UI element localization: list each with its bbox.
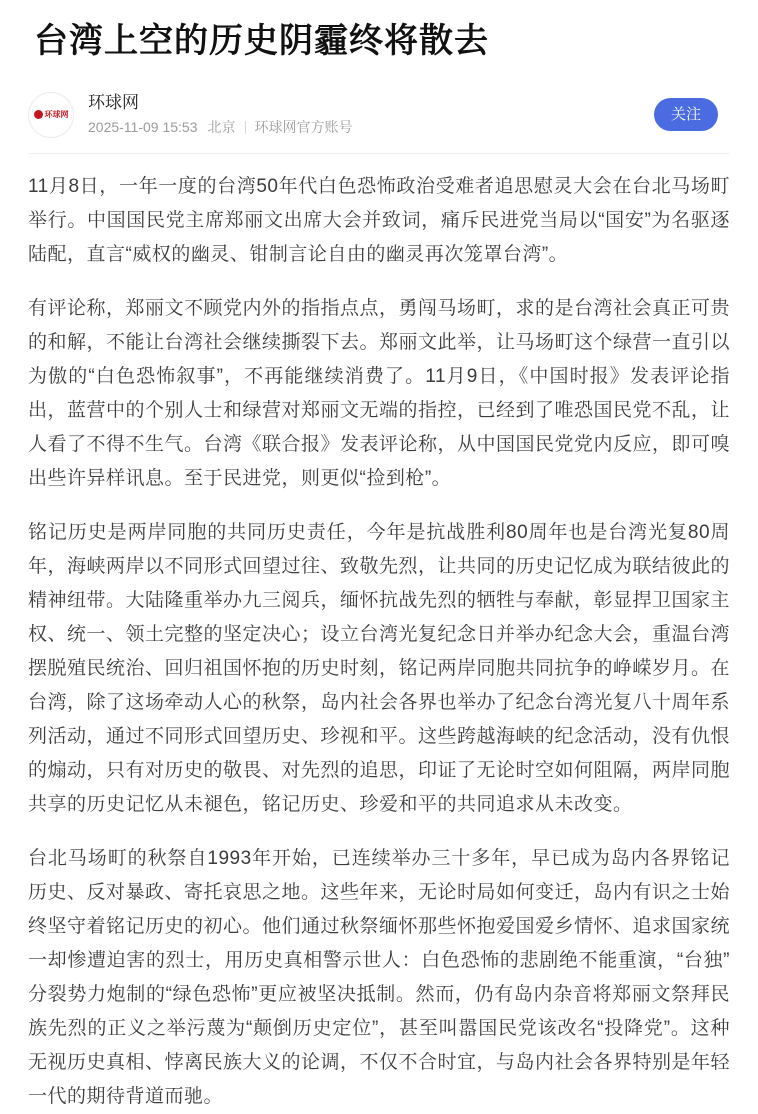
paragraph-2: 有评论称，郑丽文不顾党内外的指指点点，勇闯马场町，求的是台湾社会真正可贵的和解，不能让台湾社会继续撕裂下去。郑丽文此举，让马场町这个绿营一直引以为傲的“白色恐怖叙事”，不再能继续消费了。11月9日，《中国时报》发表评论指出，蓝营中的个别人士和绿营对郑丽文无端的指控，已经到了唯恐国民党不乱，让人看了不得不生气。台湾《联合报》发表评论称，从中国国民党党内反应，即可嗅出些许异样讯息。至于民进党，则更似“捡到枪”。 [28,297,731,489]
account-badge: 环球网官方账号 [254,119,353,136]
huanqiu-logo-icon [34,110,43,119]
page-title: 台湾上空的历史阴霾终将散去 [34,22,489,60]
author-row [28,92,730,138]
timestamp: 2025-11-09 15:53 [88,119,198,136]
avatar-logo-text: 环球网 [44,110,69,120]
follow-button[interactable]: 关注 [654,98,718,131]
meta-separator [245,121,246,134]
author-name[interactable]: 环球网 [88,92,139,112]
post-meta [88,119,353,136]
paragraph-4: 台北马场町的秋祭自1993年开始，已连续举办三十多年，早已成为岛内各界铭记历史、反对暴政、寄托哀思之地。这些年来，无论时局如何变迁，岛内有识之士始终坚守着铭记历史的初心。他们通过秋祭缅怀那些怀抱爱国爱乡情怀、追求国家统一却惨遭迫害的烈士，用历史真相警示世人：白色恐怖的悲剧绝不能重演，“台独”分裂势力炮制的“绿色恐怖”更应被坚决抵制。然而，仍有岛内杂音将郑丽文祭拜民族先烈的正义之举污蔑为“颠倒历史定位”，甚至叫嚣国民党该改名“投降党”。这种无视历史真相、悖离民族大义的论调，不仅不合时宜，与岛内社会各界特别是年轻一代的期待背道而驰。 [28,847,731,1107]
location: 北京 [207,119,236,136]
article-page [0,20,758,1114]
avatar[interactable] [28,92,74,138]
author-meta [88,93,353,136]
article-body [28,170,730,1114]
paragraph-1: 11月8日，一年一度的台湾50年代白色恐怖政治受难者追思慰灵大会在台北马场町举行。中国国民党主席郑丽文出席大会并致词，痛斥民进党当局以“国安”为名驱逐陆配，直言“威权的幽灵、钳制言论自由的幽灵再次笼罩台湾”。 [28,175,730,265]
paragraph-3: 铭记历史是两岸同胞的共同历史责任，今年是抗战胜利80周年也是台湾光复80周年，海峡两岸以不同形式回望过往、致敬先烈，让共同的历史记忆成为联结彼此的精神纽带。大陆隆重举办九三阅兵，缅怀抗战先烈的牺牲与奉献，彰显捍卫国家主权、统一、领土完整的坚定决心；设立台湾光复纪念日并举办纪念大会，重温台湾摆脱殖民统治、回归祖国怀抱的历史时刻，铭记两岸同胞共同抗争的峥嵘岁月。在台湾，除了这场牵动人心的秋祭，岛内社会各界也举办了纪念台湾光复八十周年系列活动，通过不同形式回望历史、珍视和平。这些跨越海峡的纪念活动，没有仇恨的煽动，只有对历史的敬畏、对先烈的追思，印证了无论时空如何阻隔，两岸同胞共享的历史记忆从未褪色，铭记历史、珍爱和平的共同追求从未改变。 [28,521,731,815]
header-divider [28,153,730,154]
